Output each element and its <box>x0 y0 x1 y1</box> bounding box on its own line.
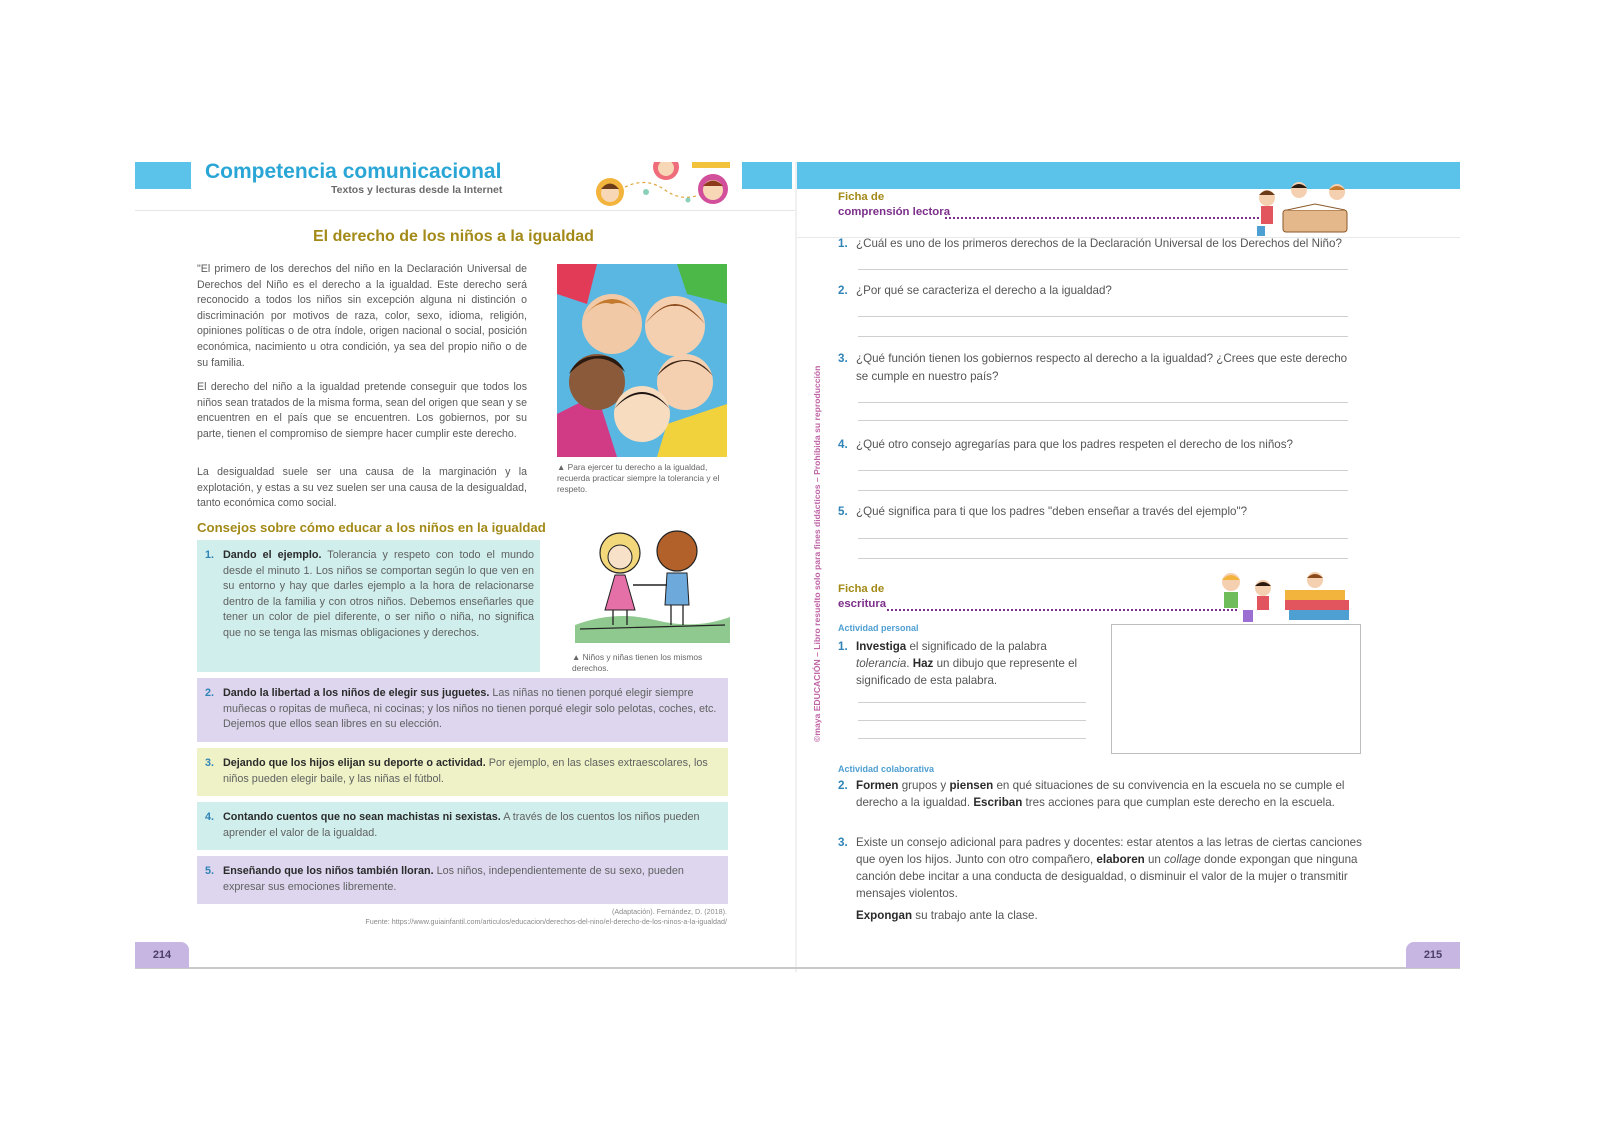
source-url: Fuente: https://www.guiainfantil.com/articulos/educacion/derechos-del-nino/el-derecho-de-los-ninos-a-la-igualdad/ <box>365 917 727 926</box>
copyright-sidebar: ©maya EDUCACIÓN – Libro resuelto solo para fines didácticos – Prohibida su reproducción <box>812 365 822 742</box>
answer-line[interactable] <box>858 738 1086 739</box>
answer-line[interactable] <box>858 269 1348 270</box>
kids-reading-illustration <box>1253 180 1353 238</box>
activity-number: 1. <box>838 640 848 653</box>
tip-text: Los niños, independientemente de su sexo, pueden expresar sus emociones libremente. <box>223 865 684 893</box>
question-3 <box>838 350 1358 386</box>
verb-formen: Formen <box>856 779 899 792</box>
question-5 <box>838 503 1358 521</box>
tip-4 <box>197 802 728 850</box>
reading-sheet-line2: comprensión lectora <box>838 206 951 218</box>
page-number-right: 215 <box>1406 942 1460 968</box>
children-circle-photo <box>557 264 727 457</box>
word-collage: collage <box>1164 853 1201 866</box>
paragraph-1: "El primero de los derechos del niño en la Declaración Universal de Derechos del Niño es el derecho a la igualdad. Este derecho será reconocido a todos los niños sin excepción alguna ni distinción o discriminación por motivos de raza, color, sexo, idioma, religión, opiniones políticas o de otra índole, origen nacional o social, posición económica, nacimiento u otra condición, ya sea del propio niño o de su familia. <box>197 263 527 369</box>
book-spread <box>135 162 1460 972</box>
writing-sheet-line2: escritura <box>838 598 887 610</box>
tip-heading: Dando el ejemplo. <box>223 549 322 561</box>
bottom-divider <box>135 967 1460 969</box>
writing-activity-3 <box>838 834 1363 902</box>
answer-line[interactable] <box>858 402 1348 403</box>
text: Existe un consejo adicional para padres y docentes: estar atentos a las letras de ciertas canciones que oyen los hijos. Junto con otro compañero, <box>856 836 1362 866</box>
activity-number: 3. <box>838 836 848 849</box>
dotted-leader <box>887 609 1237 611</box>
question-text: ¿Qué función tienen los gobiernos respecto al derecho a la igualdad? ¿Crees que este derecho se cumple en nuestro país? <box>856 352 1348 383</box>
tip-text: Las niñas no tienen porqué elegir siempre muñecas o ropitas de muñeca, ni cocinas; y los niños no tienen porqué elegir solo pelotas, coches, etc. Dejemos que ellos sean libres en su elección. <box>223 687 717 731</box>
tip-number: 3. <box>205 757 215 769</box>
writing-sheet-line1: Ficha de <box>838 583 885 595</box>
question-number: 2. <box>838 284 848 297</box>
question-number: 4. <box>838 438 848 451</box>
question-4 <box>838 436 1358 454</box>
question-text: ¿Qué otro consejo agregarías para que los padres respeten el derecho de los niños? <box>856 438 1293 451</box>
section-title: Competencia comunicacional <box>205 160 502 183</box>
text: un <box>1144 853 1165 866</box>
verb-expongan: Expongan <box>856 909 913 922</box>
drawing-caption: ▲ Niños y niñas tienen los mismos derechos. <box>572 652 703 673</box>
section-subtitle: Textos y lecturas desde la Internet <box>331 184 503 196</box>
page-gutter <box>795 162 797 972</box>
paragraph-3: La desigualdad suele ser una causa de la marginación y la explotación, y estas a su vez suelen ser una causa de la desigualdad, tanto económica como social. <box>197 466 527 510</box>
question-number: 3. <box>838 352 848 365</box>
answer-line[interactable] <box>858 336 1348 337</box>
tip-number: 1. <box>205 549 215 561</box>
word-tolerancia: tolerancia <box>856 657 907 670</box>
writing-activity-1 <box>838 638 1088 689</box>
verb-investiga: Investiga <box>856 640 907 653</box>
verb-escriban: Escriban <box>973 796 1023 809</box>
text: donde expongan que ninguna canción debe incitar a una conducta de desigualdad, o disminuir el valor de la mujer o transmitir mensajes violentos. <box>856 853 1358 900</box>
tip-number: 2. <box>205 687 215 699</box>
page-number-left: 214 <box>135 942 189 968</box>
answer-line[interactable] <box>858 538 1348 539</box>
source-citation <box>267 907 727 927</box>
writing-activity-2 <box>838 777 1358 811</box>
tip-heading: Dejando que los hijos elijan su deporte o actividad. <box>223 757 486 769</box>
tips-title: Consejos sobre cómo educar a los niños en la igualdad <box>197 520 546 535</box>
tip-2 <box>197 678 728 742</box>
top-bar-left <box>135 162 191 189</box>
source-adaptation: (Adaptación). Fernández, D. (2018). <box>611 907 727 916</box>
personal-activity-label: Actividad personal <box>838 623 919 633</box>
tip-number: 5. <box>205 865 215 877</box>
children-holding-hands-drawing <box>575 525 730 643</box>
question-number: 1. <box>838 237 848 250</box>
tip-text: Tolerancia y respeto con todo el mundo desde el minuto 1. Los niños se comportan según lo que ven en su entorno y hay que darles ejemplo a la hora de relacionarse dentro de la familia y con otros niños. Debemos enseñarles que tener un color de piel diferente, o ser niño o niña, no significa que no se tenga las mismas obligaciones y derechos. <box>223 549 535 639</box>
answer-line[interactable] <box>858 702 1086 703</box>
text: . <box>906 657 913 670</box>
top-bar-left-end <box>742 162 792 189</box>
tip-5 <box>197 856 728 904</box>
text: un dibujo que represente el significado de esta palabra. <box>856 657 1078 687</box>
answer-line[interactable] <box>858 558 1348 559</box>
tip-1 <box>197 540 540 672</box>
answer-line[interactable] <box>858 316 1348 317</box>
text: el significado de la palabra <box>906 640 1047 653</box>
drawing-box[interactable] <box>1111 624 1361 754</box>
text: tres acciones para que cumplan este derecho en la escuela. <box>1022 796 1335 809</box>
question-text: ¿Por qué se caracteriza el derecho a la igualdad? <box>856 284 1112 297</box>
tip-text: A través de los cuentos los niños pueden aprender el valor de la igualdad. <box>223 811 700 839</box>
question-1 <box>838 235 1358 253</box>
reading-sheet-line1: Ficha de <box>838 191 885 203</box>
article-title: El derecho de los niños a la igualdad <box>313 228 594 245</box>
paragraph-2: El derecho del niño a la igualdad pretende conseguir que todos los niños sean tratados de la misma forma, sean del origen que sean y se encuentren en el país que se encuentren. Los gobiernos, por su parte, tienen el compromiso de siempre hacer cumplir este derecho. <box>197 381 527 440</box>
answer-line[interactable] <box>858 490 1348 491</box>
question-text: ¿Cuál es uno de los primeros derechos de la Declaración Universal de los Derechos del Niño? <box>856 237 1342 250</box>
text: grupos y <box>898 779 950 792</box>
text: su trabajo ante la clase. <box>912 909 1038 922</box>
question-number: 5. <box>838 505 848 518</box>
answer-line[interactable] <box>858 720 1086 721</box>
tip-number: 4. <box>205 811 215 823</box>
kids-writing-illustration <box>1215 570 1355 625</box>
activity-number: 2. <box>838 779 848 792</box>
tip-3 <box>197 748 728 796</box>
photo-caption: ▲ Para ejercer tu derecho a la igualdad, recuerda practicar siempre la tolerancia y el respeto. <box>557 462 720 494</box>
tip-heading: Contando cuentos que no sean machistas ni sexistas. <box>223 811 501 823</box>
writing-activity-3-closing <box>838 907 1338 924</box>
verb-elaboren: elaboren <box>1096 853 1145 866</box>
question-text: ¿Qué significa para ti que los padres "deben enseñar a través del ejemplo"? <box>856 505 1248 518</box>
tip-heading: Enseñando que los niños también lloran. <box>223 865 434 877</box>
top-bar-right <box>797 162 1460 189</box>
collaborative-activity-label: Actividad colaborativa <box>838 764 935 774</box>
children-faces-decoration <box>590 162 740 212</box>
answer-line[interactable] <box>858 420 1348 421</box>
dotted-leader <box>945 217 1263 219</box>
writing-sheet-heading <box>838 582 886 612</box>
answer-line[interactable] <box>858 470 1348 471</box>
question-2 <box>838 282 1358 300</box>
verb-piensen: piensen <box>949 779 994 792</box>
reading-sheet-heading <box>838 190 950 220</box>
tip-text: Por ejemplo, en las clases extraescolares, los niños pueden elegir baile, y las niñas el fútbol. <box>223 757 708 785</box>
text: en qué situaciones de su convivencia en la escuela no se cumple el derecho a la igualdad. <box>856 779 1345 809</box>
verb-haz: Haz <box>912 657 934 670</box>
tip-heading: Dando la libertad a los niños de elegir sus juguetes. <box>223 687 490 699</box>
